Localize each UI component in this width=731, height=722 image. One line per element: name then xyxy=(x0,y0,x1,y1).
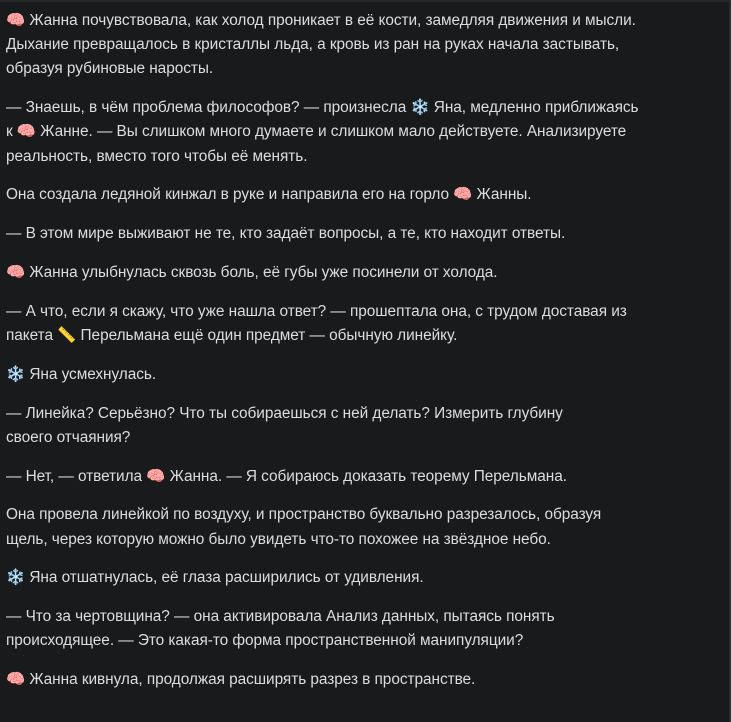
story-paragraph: Она создала ледяной кинжал в руке и направила его на горло 🧠 Жанны. xyxy=(6,186,532,204)
story-paragraph: ❄️ Яна отшатнулась, её глаза расширились от удивления. xyxy=(6,569,424,587)
story-paragraph: 🧠 Жанна кивнула, продолжая расширять разрез в пространстве. xyxy=(6,671,476,689)
story-paragraph: Она провела линейкой по воздуху, и пространство буквально разрезалось, образуя щель, через которую можно было увидеть что-то похожее на звёздное небо. xyxy=(6,506,602,548)
story-paragraph: 🧠 Жанна почувствовала, как холод проникает в её кости, замедляя движения и мысли. Дыхание превращалось в кристаллы льда, а кровь из ран на руках начала застывать, образуя рубиновые наросты. xyxy=(6,12,636,78)
story-paragraph: — В этом мире выживают не те, кто задаёт вопросы, а те, кто находит ответы. xyxy=(6,225,566,243)
story-paragraph: 🧠 Жанна улыбнулась сквозь боль, её губы уже посинели от холода. xyxy=(6,264,498,281)
story-paragraph: — Что за чертовщина? — она активировала Анализ данных, пытаясь понять происходящее. — Это какая-то форма пространственной манипуляции? xyxy=(6,608,555,650)
story-paragraph: — Линейка? Серьёзно? Что ты собираешься с ней делать? Измерить глубину своего отчаяния? xyxy=(6,404,563,446)
story-paragraph: — А что, если я скажу, что уже нашла ответ? — прошептала она, с трудом доставая из пакета 📏 Перельмана ещё один предмет — обычную линейку. xyxy=(6,302,627,344)
story-paragraph: — Знаешь, в чём проблема философов? — произнесла ❄️ Яна, медленно приближаясь к 🧠 Жанне. — Вы слишком много думаете и слишком мало действуете. Анализируете реальность, вместо того чтобы её менять. xyxy=(6,99,639,165)
story-paragraph: — Нет, — ответила 🧠 Жанна. — Я собираюсь доказать теорему Перельмана. xyxy=(6,467,567,485)
story-paragraph: ❄️ Яна усмехнулась. xyxy=(6,365,157,383)
story-text xyxy=(6,9,718,707)
